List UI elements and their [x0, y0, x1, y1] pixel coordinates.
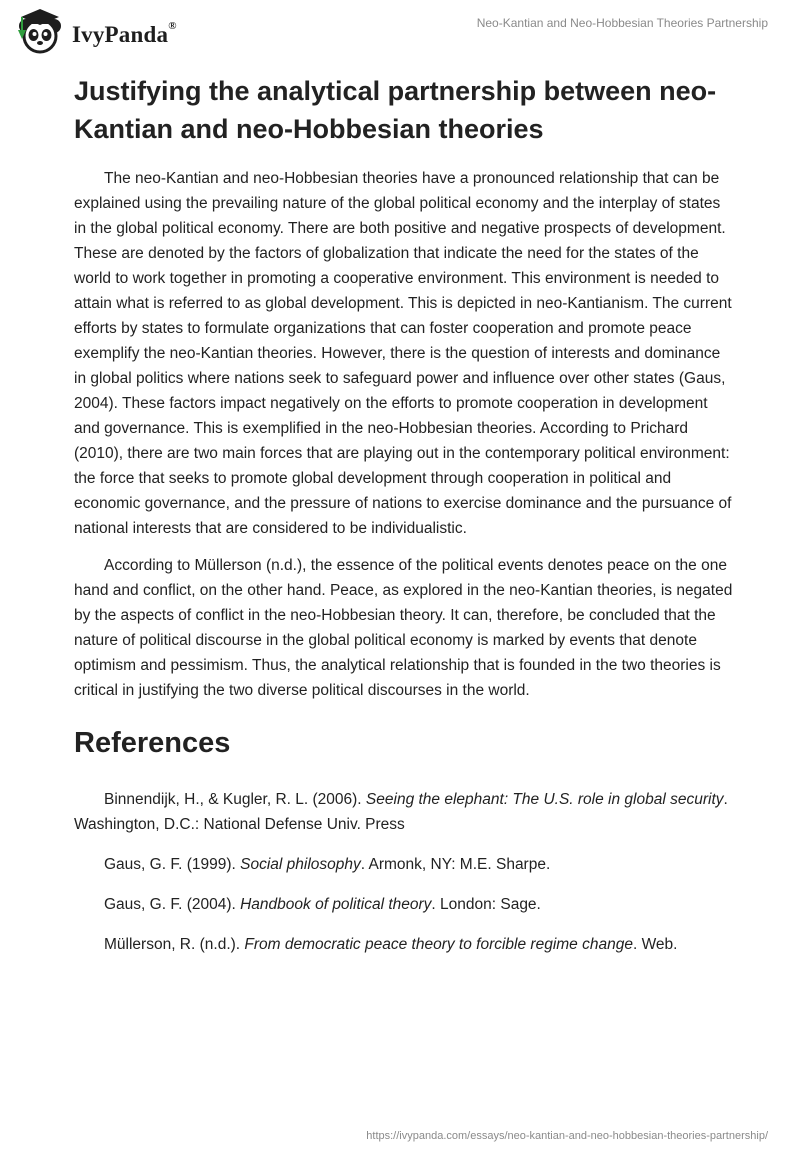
- reference-item: [74, 932, 734, 957]
- reference-title: Seeing the elephant: The U.S. role in global security: [365, 791, 724, 808]
- reference-publisher: . London: Sage.: [431, 896, 541, 913]
- body-paragraph: According to Müllerson (n.d.), the essence of the political events denotes peace on the one hand and conflict, on the other hand. Peace, as explored in the neo-Kantian theories, is negated by the aspects of conflict in the neo-Hobbesian theory. It can, therefore, be concluded that the nature of political discourse in the global political economy is marked by events that denote optimism and pessimism. Thus, the analytical relationship that is founded in the two theories is critical in justifying the two diverse political discourses in the world.: [74, 557, 733, 699]
- reference-title: Handbook of political theory: [240, 896, 432, 913]
- article-content: [74, 72, 734, 972]
- reference-item: [74, 787, 734, 837]
- reference-publisher: . Washington, D.C.: National Defense Univ. Press: [74, 791, 728, 833]
- reference-item: [74, 852, 734, 877]
- reference-authors: Binnendijk, H., & Kugler, R. L. (2006).: [104, 791, 366, 808]
- reference-item: [74, 892, 734, 917]
- reference-title: From democratic peace theory to forcible regime change: [244, 936, 633, 953]
- reference-publisher: . Armonk, NY: M.E. Sharpe.: [360, 856, 551, 873]
- reference-title: Social philosophy: [240, 856, 361, 873]
- page-title: Justifying the analytical partnership between neo-Kantian and neo-Hobbesian theories: [74, 76, 717, 144]
- running-title: Neo-Kantian and Neo-Hobbesian Theories Partnership: [476, 16, 768, 30]
- body-paragraph: The neo-Kantian and neo-Hobbesian theories have a pronounced relationship that can be explained using the prevailing nature of the global political economy and the interplay of states in the global political economy. There are both positive and negative prospects of development. These are denoted by the factors of globalization that indicate the need for the states of the world to work together in promoting a cooperative environment. This environment is needed to attain what is referred to as global development. This is depicted in neo-Kantianism. The current efforts by states to formulate organizations that can foster cooperation and promote peace exemplify the neo-Kantian theories. However, there is the question of interests and dominance in global politics where nations seek to safeguard power and influence over other states (Gaus, 2004). These factors impact negatively on the efforts to promote cooperation in development and governance. This is exemplified in the neo-Hobbesian theories. According to Prichard (2010), there are two main forces that are playing out in the contemporary political environment: the force that seeks to promote global development through cooperation in political and economic governance, and the pressure of nations to exercise dominance and the pursuance of national interests that are considered to be individualistic.: [74, 170, 732, 537]
- reference-authors: Gaus, G. F. (1999).: [104, 856, 241, 873]
- registered-mark: ®: [168, 20, 177, 32]
- references-heading: References: [74, 727, 231, 759]
- panda-logo-icon[interactable]: [14, 6, 66, 58]
- source-url[interactable]: https://ivypanda.com/essays/neo-kantian-and-neo-hobbesian-theories-partnership/: [366, 1130, 768, 1142]
- page-header: [0, 0, 800, 60]
- reference-publisher: . Web.: [632, 936, 678, 953]
- brand-name[interactable]: [72, 22, 177, 48]
- reference-authors: Gaus, G. F. (2004).: [104, 896, 241, 913]
- brand-text: IvyPanda: [72, 22, 169, 47]
- reference-authors: Müllerson, R. (n.d.).: [104, 936, 245, 953]
